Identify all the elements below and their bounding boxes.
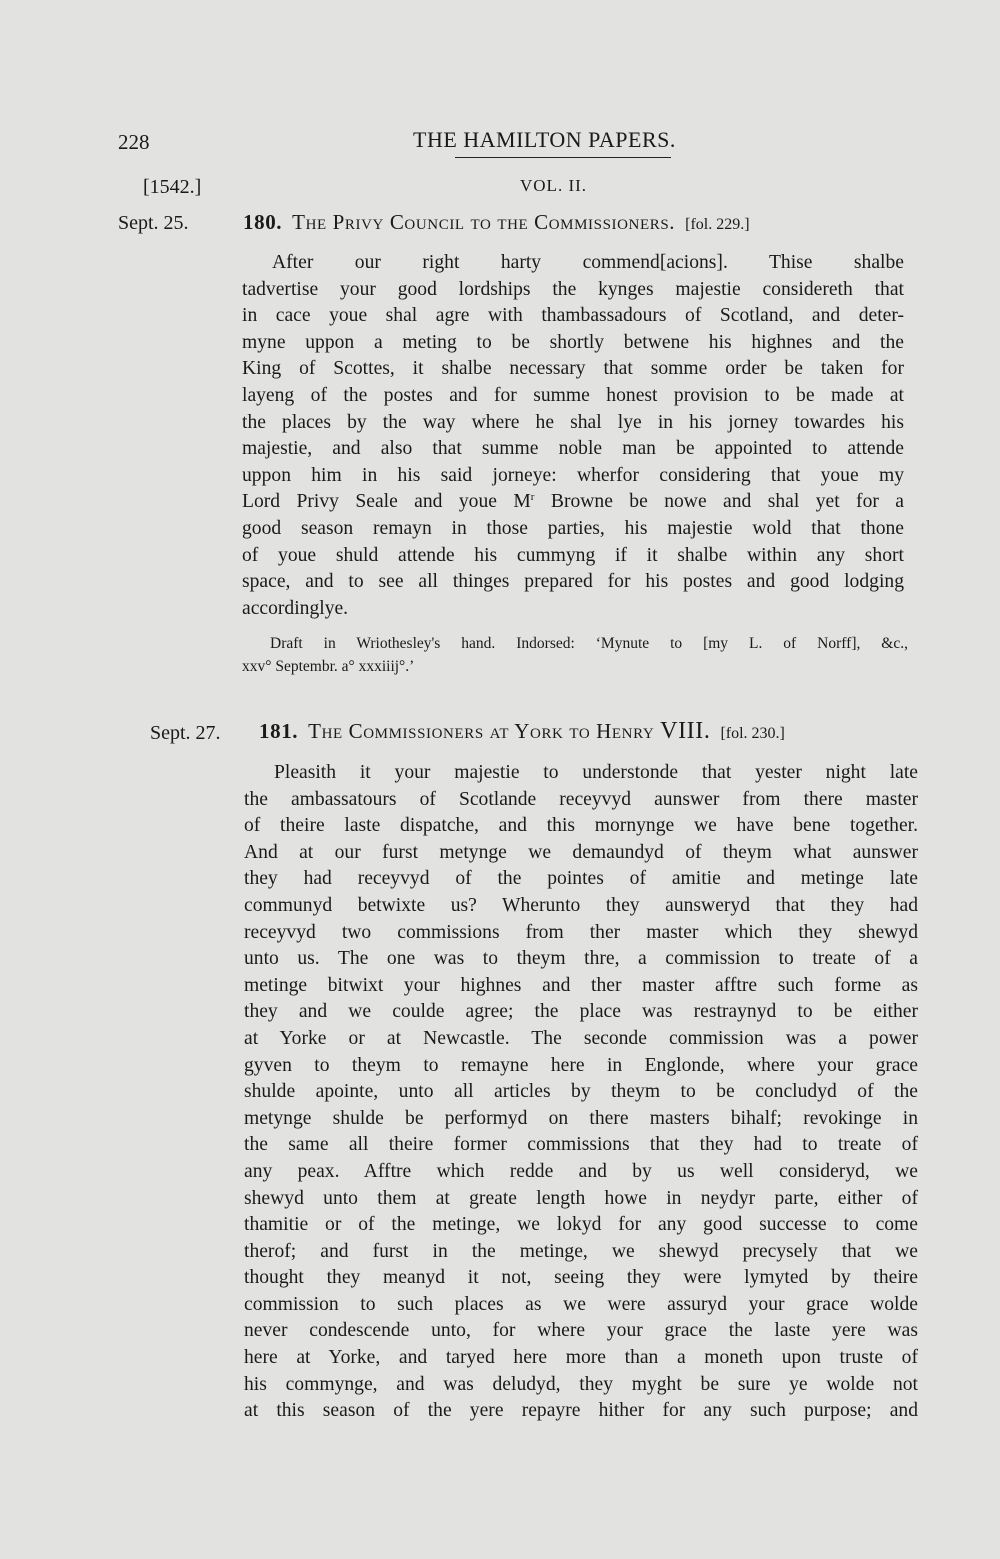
- letter-line: good season remayn in those parties, his majestie wold that thone: [242, 517, 904, 539]
- letter-line: accordinglye.: [242, 597, 349, 619]
- letter-line: King of Scottes, it shalbe necessary that somme order be taken for: [242, 358, 904, 380]
- letter-line: of youe shuld attende his cummyng if it shalbe within any short: [242, 544, 904, 566]
- page-number: 228: [118, 130, 150, 154]
- letter-line: they had receyvyd of the pointes of amitie and metinge late: [244, 868, 918, 890]
- letter-180-number: 180.: [243, 210, 283, 234]
- letter-line: And at our furst metynge we demaundyd of theym what aunswer: [244, 841, 918, 863]
- letter-line: the same all theire former commissions that they had to treate of: [244, 1134, 918, 1156]
- letter-line: space, and to see all thinges prepared for his postes and good lodging: [242, 571, 904, 593]
- letter-181-heading: [259, 718, 785, 745]
- letter-line: gyven to theym to remayne here in Englonde, where your grace: [244, 1054, 918, 1076]
- volume-label: VOL. II.: [520, 176, 588, 195]
- letter-180-note: [242, 632, 908, 678]
- letter-line: at this season of the yere repayre hither for any such purpose; and: [244, 1400, 918, 1422]
- letter-line: shulde apointe, unto all articles by theym to be concludyd of the: [244, 1081, 918, 1103]
- note-line: xxv° Septembr. a° xxxiiij°.’: [242, 658, 415, 675]
- letter-180-folio: [fol. 229.]: [685, 216, 750, 233]
- letter-180-title: The Privy Council to the Commissioners.: [292, 210, 676, 234]
- letter-line: in cace youe shal agre with thambassadours of Scotland, and deter-: [242, 305, 904, 327]
- letter-181-folio: [fol. 230.]: [720, 725, 785, 742]
- letter-line: thought they meanyd it not, seeing they were lymyted by theire: [244, 1267, 918, 1289]
- letter-line: majestie, and also that summe noble man be appointed to attende: [242, 438, 904, 460]
- letter-181-number: 181.: [259, 719, 299, 743]
- letter-line: uppon him in his said jorneye: wherfor considering that youe my: [242, 464, 904, 486]
- running-head: THE HAMILTON PAPERS.: [413, 127, 676, 152]
- letter-line: metynge shulde be performyd on there masters bihalf; revokinge in: [244, 1107, 918, 1129]
- letter-line: here at Yorke, and taryed here more than a moneth upon truste of: [244, 1347, 918, 1369]
- letter-line: never condescende unto, for where your grace the laste yere was: [244, 1320, 918, 1342]
- letter-line: at Yorke or at Newcastle. The seconde commission was a power: [244, 1027, 918, 1049]
- letter-line: of theire laste dispatche, and this mornynge we have bene together.: [244, 815, 918, 837]
- letter-line: myne uppon a meting to be shortly betwene his highnes and the: [242, 331, 904, 353]
- letter-180-heading: [243, 210, 750, 235]
- letter-180-body: [242, 250, 904, 622]
- letter-181-date: Sept. 27.: [150, 722, 221, 744]
- letter-line: tadvertise your good lordships the kynges majestie considereth that: [242, 278, 904, 300]
- letter-line-start: Lord Privy Seale and youe M: [242, 491, 531, 513]
- letter-line: shewyd unto them at greate length howe in neydyr parte, either of: [244, 1187, 918, 1209]
- letter-181-body: [244, 760, 918, 1425]
- letter-line: commission to such places as we were assuryd your grace wolde: [244, 1293, 918, 1315]
- letter-line: any peax. Afftre which redde and by us well consideryd, we: [244, 1160, 918, 1182]
- letter-181-title: The Commissioners at York to Henry: [308, 719, 661, 743]
- superscript: r: [530, 491, 535, 504]
- letter-line: the ambassatours of Scotlande receyvyd aunswer from there master: [244, 788, 918, 810]
- letter-line: layeng of the postes and for summe honest provision to be made at: [242, 384, 904, 406]
- note-line: Draft in Wriothesley's hand. Indorsed: ‘Mynute to [my L. of Norff], &c.,: [270, 635, 908, 652]
- letter-line: metinge bitwixt your highnes and ther master afftre such forme as: [244, 974, 918, 996]
- letter-181-regnal: VIII.: [660, 718, 711, 744]
- letter-line-end: Browne be nowe and shal yet for a: [534, 491, 904, 513]
- letter-line: communyd betwixte us? Wherunto they aunsweryd that they had: [244, 894, 918, 916]
- letter-line: [242, 489, 904, 516]
- letter-line: After our right harty commend[acions]. Thise shalbe: [272, 252, 904, 273]
- header-rule: [455, 157, 671, 158]
- letter-line: therof; and furst in the metinge, we shewyd precysely that we: [244, 1240, 918, 1262]
- letter-line: Pleasith it your majestie to understonde that yester night late: [274, 762, 918, 783]
- year-bracket: [1542.]: [143, 176, 202, 198]
- letter-line: his commynge, and was deludyd, they myght be sure ye wolde not: [244, 1373, 918, 1395]
- letter-line: thamitie or of the metinge, we lokyd for any good successe to come: [244, 1214, 918, 1236]
- letter-line: they and we coulde agree; the place was restraynyd to be either: [244, 1001, 918, 1023]
- letter-line: unto us. The one was to theym thre, a commission to treate of a: [244, 948, 918, 970]
- letter-line: receyvyd two commissions from ther master which they shewyd: [244, 921, 918, 943]
- letter-180-date: Sept. 25.: [118, 212, 189, 234]
- letter-line: the places by the way where he shal lye in his jorney towardes his: [242, 411, 904, 433]
